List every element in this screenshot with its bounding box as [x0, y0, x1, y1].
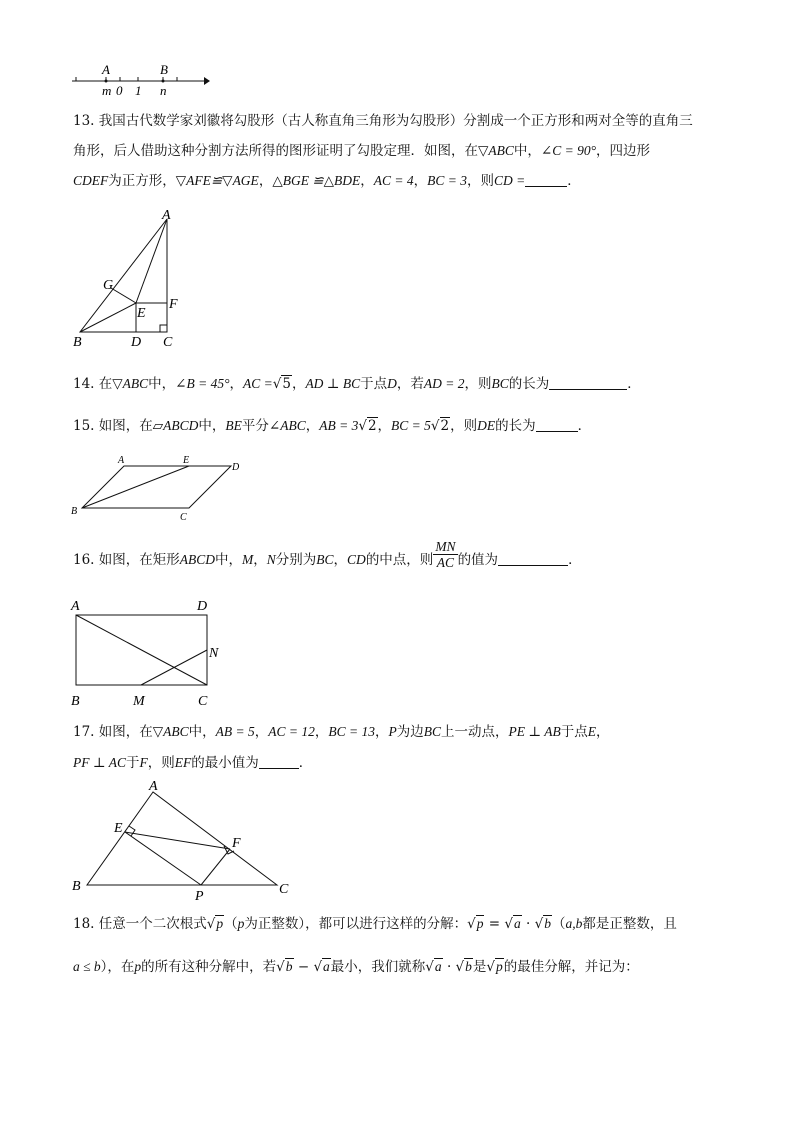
q15-text: ，则: [450, 418, 478, 434]
q18-text: 的所有这种分解中，若: [141, 959, 277, 975]
q18-cond: a ≤ b: [73, 959, 101, 974]
q16-fraction: [433, 539, 457, 570]
q13-line-ge: [111, 288, 136, 303]
q17-text: 于: [125, 755, 140, 771]
q14-text: ，则: [464, 376, 492, 392]
q13-bc: BC = 3: [427, 173, 467, 188]
q18-p: p: [237, 916, 245, 931]
q16-label-b: B: [71, 694, 80, 709]
q17-line-ef: [125, 832, 230, 849]
q18-text: 为正整数），都可以进行这样的分解：: [244, 916, 468, 932]
q18-text: 都是正整数，且: [582, 916, 677, 932]
q17-label-c: C: [279, 882, 289, 897]
q15-text: 平分: [241, 418, 269, 434]
q18-text: （: [551, 916, 566, 932]
q13-ac: AC = 4: [373, 173, 414, 188]
q18-sqrt-p4: p: [496, 959, 503, 974]
label-a: A: [102, 62, 110, 77]
q15-bc: BC = 5: [391, 418, 431, 433]
q17-f: F: [139, 755, 148, 770]
q14-text: ，: [291, 376, 306, 392]
q16-n: N: [266, 552, 276, 567]
q15-ab: AB = 3: [319, 418, 359, 433]
q13-triangle-abc: [80, 219, 167, 332]
q15-text: ，: [377, 418, 392, 434]
q13-line-be: [80, 303, 136, 332]
q13-cong1: ▽AFE≌▽AGE: [175, 173, 259, 188]
q14-answer-blank[interactable]: [549, 375, 627, 390]
q18-line2: a ≤ b），在p的所有这种分解中，若√b − √a最小，我们就称√a · √b是√p的最佳分解，并记为：: [73, 959, 639, 975]
label-m: m: [102, 83, 112, 98]
q15-parallelogram-shape: [82, 466, 231, 508]
label-1: 1: [135, 83, 142, 98]
q17-label-a: A: [149, 779, 158, 794]
q13-cd: CD =: [494, 173, 526, 188]
q18-p3: p: [134, 959, 142, 974]
q16-end: ．: [568, 552, 582, 568]
q13-line2: [73, 141, 650, 161]
q17-pf: PF ⊥ AC: [73, 755, 126, 770]
q17-line-pf: [201, 849, 230, 885]
q18-eq: =: [484, 916, 505, 932]
q15-figure: [70, 452, 250, 527]
q13-line1: 13. 我国古代数学家刘徽将勾股形（古人称直角三角形为勾股形）分割成一个正方形和两对全等的直角三: [73, 113, 693, 129]
q17-text: ，: [595, 724, 610, 740]
q14-perp: AD ⊥ BC: [305, 376, 361, 391]
label-0: 0: [116, 83, 123, 98]
q16-answer-blank[interactable]: [498, 551, 568, 566]
q13-label-d: D: [131, 335, 142, 350]
q16-text: 的中点，则: [365, 552, 434, 568]
q14-text: 于点: [360, 376, 388, 392]
q17-text: 中，: [188, 724, 216, 740]
q17-side: BC: [423, 724, 442, 739]
q16-denominator: AC: [436, 555, 455, 570]
q15-line: 15. 如图，在▱ABCD中，BE平分∠ABC，AB = 3√2，BC = 5√2，则DE的长为 ．: [73, 418, 592, 434]
q15-line-be: [82, 466, 189, 508]
q15-text: ，: [305, 418, 320, 434]
q18-sqrt-a2: a: [323, 959, 330, 974]
q15-label-b: B: [71, 506, 78, 517]
q18-sqrt-a3: a: [434, 959, 442, 974]
q13-triangle: ▽ABC: [478, 143, 514, 158]
q17-text: ，: [254, 724, 269, 740]
label-b: B: [160, 62, 168, 77]
q13-line-ae: [136, 219, 167, 303]
q16-text: ，: [333, 552, 348, 568]
q13-text: ，四边形: [595, 143, 650, 159]
q17-ac: AC = 12: [268, 724, 315, 739]
q15-end: ．: [577, 418, 592, 434]
q13-label-f: F: [169, 297, 178, 312]
q17-bc: BC = 13: [328, 724, 376, 739]
q15-label-e: E: [183, 455, 190, 466]
q17-ab: AB = 5: [215, 724, 255, 739]
q15-label-a: A: [118, 455, 125, 466]
q14-text: 中，: [148, 376, 176, 392]
q16-text: 16. 如图，在矩形: [73, 552, 180, 568]
q14-d: D: [387, 376, 397, 391]
q16-label-n: N: [209, 646, 219, 661]
q17-line2: [73, 753, 312, 773]
q18-ab: a,b: [565, 916, 583, 931]
q17-text: 17. 如图，在: [73, 724, 153, 740]
q17-text: 为边: [396, 724, 424, 740]
q13-label-e: E: [137, 306, 146, 321]
q15-label-c: C: [180, 512, 187, 523]
q13-text: ，: [258, 173, 273, 189]
q13-label-b: B: [73, 335, 82, 350]
label-n: n: [160, 83, 167, 98]
q13-figure: [70, 205, 180, 355]
q13-text: ，: [413, 173, 428, 189]
q15-sqrt2: 2: [440, 418, 450, 434]
q16-text: 中，: [215, 552, 243, 568]
q14-ad: AD = 2: [423, 376, 465, 391]
q13-text: ，: [360, 173, 374, 189]
q15-text: 的长为: [495, 418, 536, 434]
q14-sqrt: 5: [282, 376, 291, 392]
q13-cong2: △BGE ≌△BDE: [272, 173, 361, 188]
q14-angle: ∠B = 45°: [175, 376, 230, 391]
q16-label-d: D: [197, 599, 208, 614]
q17-line1: [73, 722, 609, 742]
q17-right-angle-e: [129, 826, 135, 836]
q16-numerator: MN: [435, 539, 456, 554]
number-line-arrow: [204, 77, 210, 85]
q17-answer-blank[interactable]: [259, 754, 299, 769]
q14-line: 14. 在▽ABC中，∠B = 45°，AC =√5，AD ⊥ BC于点D，若AD = 2，则BC的长为 ．: [73, 376, 641, 392]
q15-angle: ∠ABC: [268, 418, 306, 433]
q13-answer-blank[interactable]: [525, 172, 567, 187]
q13-square: CDEF: [73, 173, 109, 188]
number-line-figure: [70, 60, 220, 100]
q16-label-a: A: [71, 599, 80, 614]
q17-e: E: [587, 724, 596, 739]
q17-p: P: [388, 724, 397, 739]
q15-text: 中，: [198, 418, 226, 434]
q13-label-a: A: [162, 208, 171, 223]
q15-answer-blank[interactable]: [536, 417, 578, 432]
q18-dot2: ·: [442, 959, 456, 975]
q13-label-c: C: [163, 335, 173, 350]
q16-rect: ABCD: [179, 552, 216, 567]
q18-text: 18. 任意一个二次根式: [73, 916, 207, 932]
q13-label-g: G: [103, 278, 114, 293]
q16-label-c: C: [198, 694, 208, 709]
q17-text: 于点: [560, 724, 588, 740]
q18-text: ），在: [100, 959, 135, 975]
q17-text: 的最小值为: [191, 755, 259, 771]
q18-sqrt-b: b: [544, 916, 551, 931]
q18-text: 是: [472, 959, 487, 975]
q13-end: ．: [567, 173, 581, 189]
q18-text: 最小，我们就称: [330, 959, 426, 975]
q18-line1: 18. 任意一个二次根式√p（p为正整数），都可以进行这样的分解：√p = √a · √b（a,b都是正整数，且: [73, 916, 677, 932]
q18-sqrt-b2: b: [285, 959, 293, 974]
q18-sqrt-p2: p: [476, 916, 484, 931]
q18-sqrt-p: p: [216, 916, 224, 931]
q17-triangle: ▽ABC: [152, 724, 189, 739]
q18-sqrt-b3: b: [465, 959, 472, 974]
q17-label-p: P: [195, 889, 204, 904]
q17-pe: PE ⊥ AB: [508, 724, 561, 739]
q17-text: ，: [375, 724, 389, 740]
q16-label-m: M: [133, 694, 145, 709]
q18-minus: −: [293, 959, 314, 975]
q17-text: 上一动点，: [441, 724, 509, 740]
q13-text: 角形，后人借助这种分割方法所得的图形证明了勾股定理．如图，在: [73, 143, 478, 159]
q16-line: [73, 539, 582, 570]
q16-text: ，: [253, 552, 267, 568]
q13-text: 为正方形，: [108, 173, 176, 189]
q14-bc: BC: [491, 376, 509, 391]
q18-text: （: [224, 916, 238, 932]
q13-text: 中，: [513, 143, 541, 159]
q13-right-angle-c: [160, 325, 167, 332]
q17-label-b: B: [72, 879, 81, 894]
q14-text: ，若: [396, 376, 424, 392]
q14-text: ，: [229, 376, 243, 392]
q15-text: 15. 如图，在: [73, 418, 153, 434]
q14-end: ．: [627, 376, 641, 392]
q17-label-f: F: [232, 836, 241, 851]
q15-de: DE: [477, 418, 496, 433]
q16-text: 分别为: [275, 552, 317, 568]
q13-text: ，则: [467, 173, 494, 189]
q13-angle: ∠C = 90°: [540, 143, 596, 158]
q18-text: 的最佳分解，并记为：: [503, 959, 639, 975]
q17-ef: EF: [174, 755, 192, 770]
q16-text: 的值为: [457, 552, 499, 568]
q14-text: 的长为: [508, 376, 550, 392]
q18-sqrt-a: a: [514, 916, 521, 931]
q17-figure: [70, 778, 300, 903]
q16-bc: BC: [316, 552, 334, 567]
q16-m: M: [242, 552, 254, 567]
q17-triangle-abc: [87, 792, 277, 885]
q17-end: ．: [298, 755, 313, 771]
q17-line-ep: [125, 832, 201, 885]
q15-sqrt1: 2: [367, 418, 377, 434]
q16-cd: CD: [347, 552, 366, 567]
q15-label-d: D: [232, 462, 240, 473]
q17-text: ，则: [147, 755, 175, 771]
q14-text: 14. 在: [73, 376, 113, 392]
q15-parallelogram: ▱ABCD: [152, 418, 199, 433]
q16-figure: [70, 595, 230, 710]
q16-diagonal-ac: [76, 615, 207, 685]
q14-triangle: ▽ABC: [112, 376, 149, 391]
q14-ac: AC =: [242, 376, 273, 391]
q15-be: BE: [225, 418, 242, 433]
q17-label-e: E: [114, 821, 123, 836]
q17-text: ，: [314, 724, 329, 740]
q13-line3: [73, 171, 581, 191]
q18-dot: ·: [521, 916, 535, 932]
